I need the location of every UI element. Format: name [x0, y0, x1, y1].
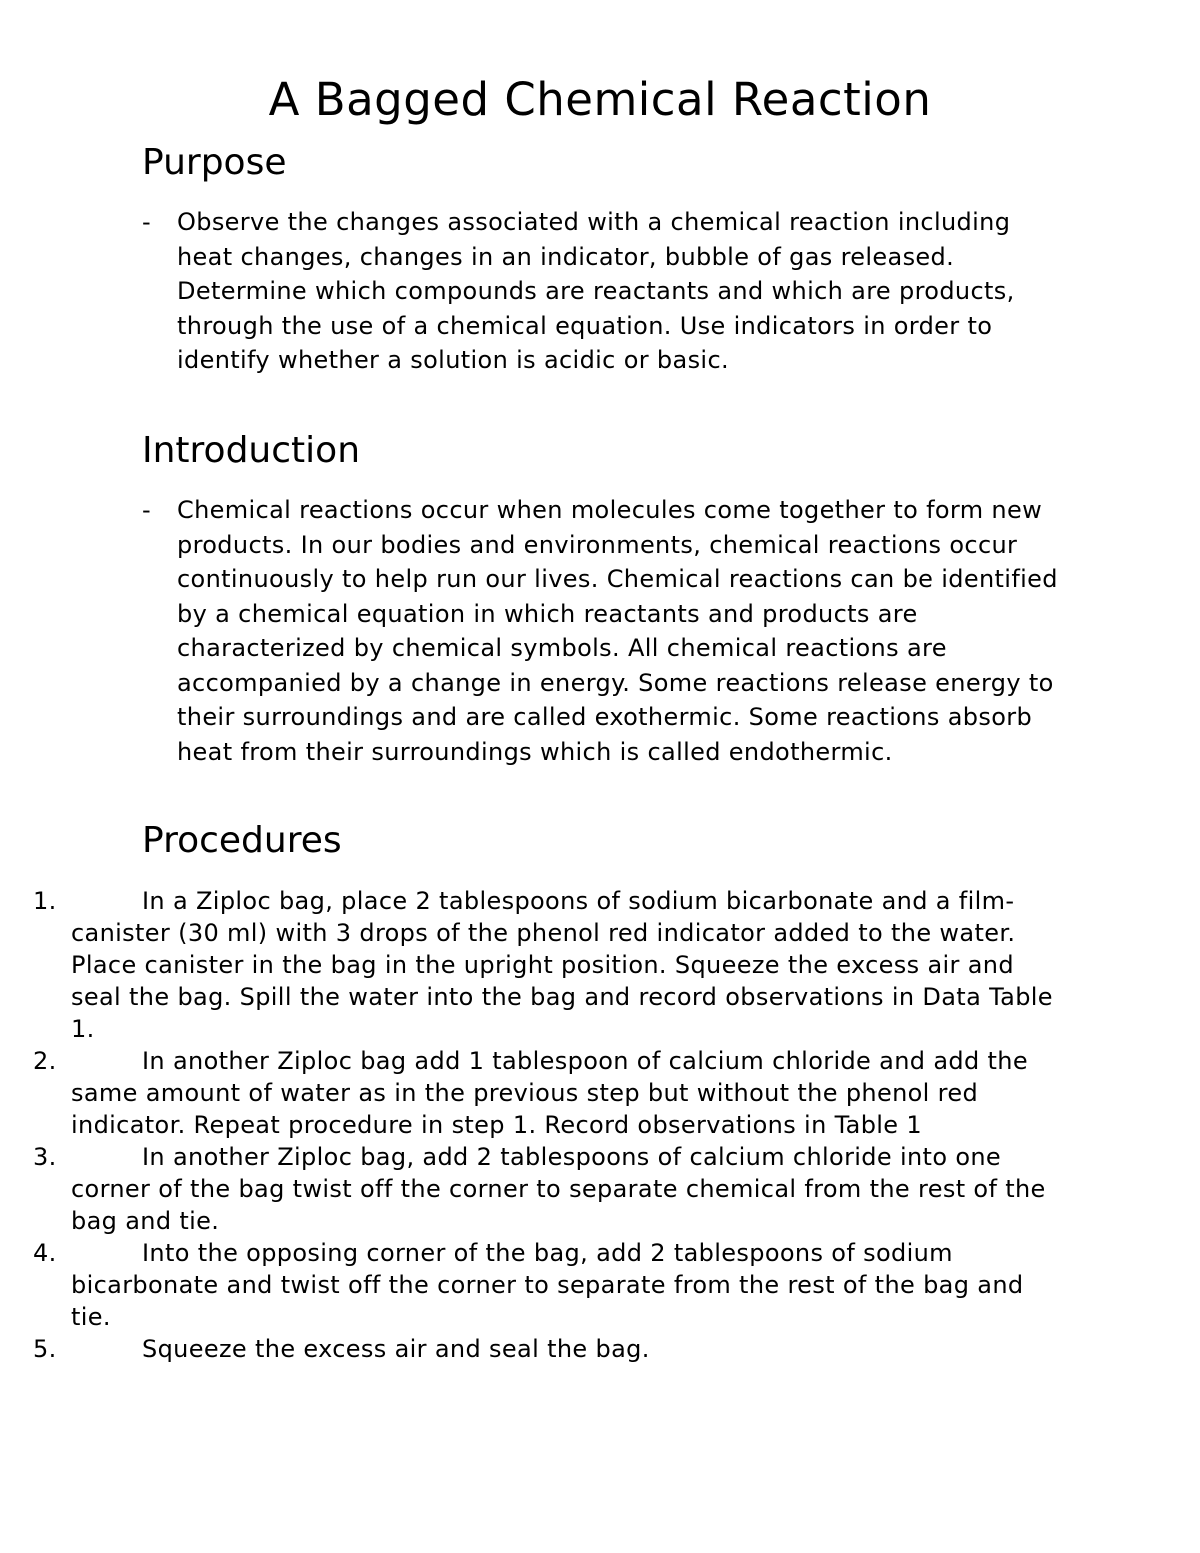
step-text: In a Ziploc bag, place 2 tablespoons of sodium bicarbonate and a film-canister (30 ml) with 3 drops of the phenol red indicator added to the water. Place canister in the bag in the upright position. Squeeze the excess air and seal the bag. Spill the water into the bag and record observations in Data Table 1. [71, 887, 1053, 1043]
bullet-dash: - [142, 496, 152, 524]
procedure-step [33, 1333, 1063, 1365]
purpose-heading: Purpose [142, 142, 287, 183]
purpose-bullet [142, 205, 1062, 378]
introduction-bullet [142, 493, 1062, 769]
step-number: 5. [33, 1335, 57, 1363]
procedure-step [33, 885, 1063, 1045]
introduction-text: Chemical reactions occur when molecules come together to form new products. In our bodies and environments, chemical reactions occur continuously to help run our lives. Chemical reactions can be identified by a chemical equation in which reactants and products are characterized by chemical symbols. All chemical reactions are accompanied by a change in energy. Some reactions release energy to their surroundings and are called exothermic. Some reactions absorb heat from their surroundings which is called endothermic. [177, 496, 1058, 766]
step-text: In another Ziploc bag, add 2 tablespoons of calcium chloride into one corner of the bag twist off the corner to separate chemical from the rest of the bag and tie. [71, 1143, 1046, 1235]
step-number: 3. [33, 1143, 57, 1171]
step-text: In another Ziploc bag add 1 tablespoon of calcium chloride and add the same amount of water as in the previous step but without the phenol red indicator. Repeat procedure in step 1. Record observations in Table 1 [71, 1047, 1028, 1139]
purpose-text: Observe the changes associated with a chemical reaction including heat changes, changes in an indicator, bubble of gas released. Determine which compounds are reactants and which are products, through the use of a chemical equation. Use indicators in order to identify whether a solution is acidic or basic. [177, 208, 1015, 374]
procedures-list [33, 885, 1063, 1365]
step-number: 4. [33, 1239, 57, 1267]
step-number: 2. [33, 1047, 57, 1075]
step-text: Into the opposing corner of the bag, add 2 tablespoons of sodium bicarbonate and twist off the corner to separate from the rest of the bag and tie. [71, 1239, 1024, 1331]
procedures-heading: Procedures [142, 820, 342, 861]
step-text: Squeeze the excess air and seal the bag. [142, 1335, 650, 1363]
procedure-step [33, 1237, 1063, 1333]
document-title: A Bagged Chemical Reaction [268, 73, 932, 126]
bullet-dash: - [142, 208, 152, 236]
introduction-heading: Introduction [142, 430, 361, 471]
procedure-step [33, 1045, 1063, 1141]
procedure-step [33, 1141, 1063, 1237]
step-number: 1. [33, 887, 57, 915]
